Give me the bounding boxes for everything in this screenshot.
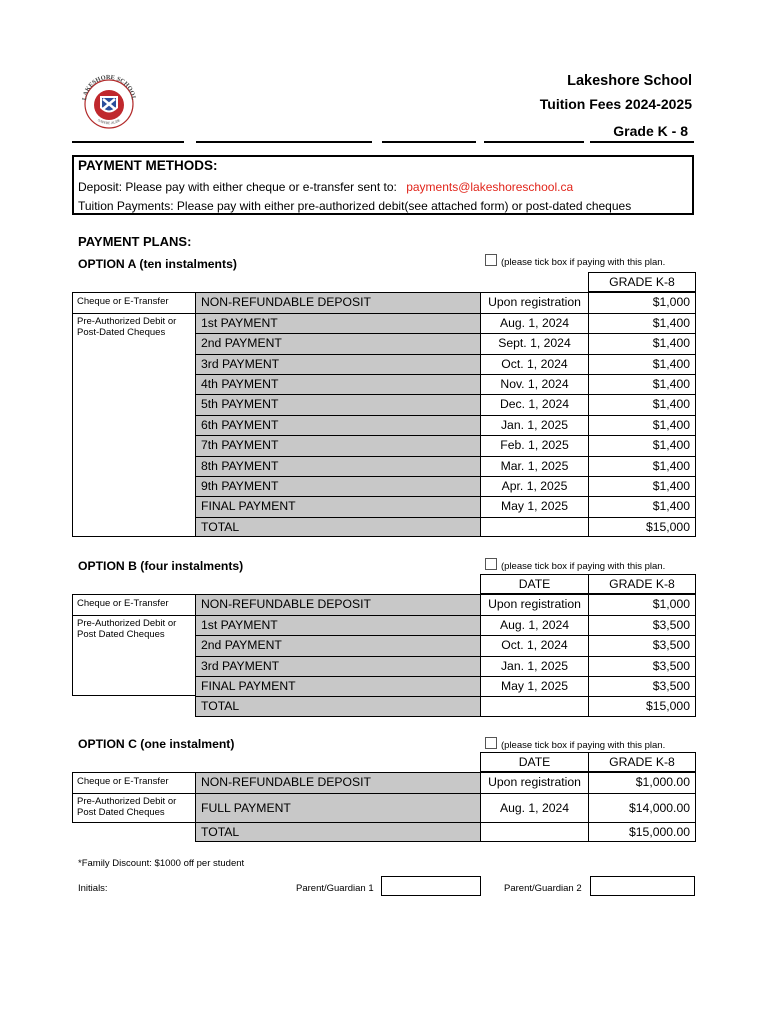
svg-text:SAPERE AUDE: SAPERE AUDE [97,118,121,126]
option_a-row-date: Mar. 1, 2025 [480,456,589,477]
initials-label: Initials: [78,883,108,894]
option_a-row-amount: $1,400 [588,456,696,477]
option_b-row-amount: $3,500 [588,656,696,677]
option_b-row-date: Jan. 1, 2025 [480,656,589,677]
option_a-row-date: Sept. 1, 2024 [480,333,589,354]
payment-plans-title: PAYMENT PLANS: [78,234,192,249]
family-discount-note: *Family Discount: $1000 off per student [78,858,245,869]
option_b-total-label: TOTAL [195,696,481,716]
option_b-date-header: DATE [480,574,589,594]
parent-guardian-2-label: Parent/Guardian 2 [504,883,582,894]
option-b-title: OPTION B (four instalments) [78,559,244,573]
option_a-side-debit-cheques: Pre-Authorized Debit or Post-Dated Cheques [72,313,196,537]
deposit-line [78,180,573,194]
option_b-row-label: FINAL PAYMENT [195,676,481,697]
option-c-title: OPTION C (one instalment) [78,737,235,751]
header-rule [196,141,372,143]
option_a-row-label: 2nd PAYMENT [195,333,481,354]
option_a-total-blank [480,517,589,537]
header-rule [484,141,584,143]
grade-title: Grade K - 8 [613,123,688,139]
option_a-row-amount: $1,400 [588,374,696,395]
option_a-row-label: 1st PAYMENT [195,313,481,334]
parent-guardian-1-label: Parent/Guardian 1 [296,883,374,894]
option_a-grade-header: GRADE K-8 [588,272,696,292]
payments-email-link[interactable]: payments@lakeshoreschool.ca [406,180,574,194]
option_a-row-date: Apr. 1, 2025 [480,476,589,497]
parent-guardian-2-initials-field[interactable] [590,876,695,896]
option_a-total-amount: $15,000 [588,517,696,537]
option-a-tick-text: (please tick box if paying with this plan. [501,257,666,268]
option-c-checkbox[interactable] [485,737,497,749]
option_b-row-amount: $1,000 [588,594,696,615]
option_b-row-label: NON-REFUNDABLE DEPOSIT [195,594,481,615]
parent-guardian-1-initials-field[interactable] [381,876,481,896]
option_a-total-label: TOTAL [195,517,481,537]
option_b-row-label: 2nd PAYMENT [195,635,481,656]
option_c-total-blank [480,822,589,842]
option_a-row-date: Oct. 1, 2024 [480,354,589,375]
option_b-row-label: 1st PAYMENT [195,615,481,636]
option_a-row-amount: $1,400 [588,354,696,375]
option_a-row-date: Nov. 1, 2024 [480,374,589,395]
option-c-tick-text: (please tick box if paying with this plan. [501,740,666,751]
option_a-row-amount: $1,400 [588,333,696,354]
option_b-row-date: Upon registration [480,594,589,615]
option_a-row-label: 6th PAYMENT [195,415,481,436]
option_a-row-label: FINAL PAYMENT [195,496,481,517]
option-b-tick[interactable] [485,558,665,572]
option_c-row-date: Aug. 1, 2024 [480,793,589,823]
option_c-side-debit-cheques: Pre-Authorized Debit or Post Dated Cheques [72,793,196,823]
deposit-text: Deposit: Please pay with either cheque or e-transfer sent to: [78,180,397,194]
option_a-row-label: NON-REFUNDABLE DEPOSIT [195,292,481,313]
option_a-row-label: 9th PAYMENT [195,476,481,497]
header-rule [72,141,184,143]
option_a-row-date: Upon registration [480,292,589,313]
option_a-row-amount: $1,400 [588,476,696,497]
option_c-total-label: TOTAL [195,822,481,842]
header-rule [382,141,476,143]
option_b-side-cheque-etransfer: Cheque or E-Transfer [72,594,196,615]
option_c-row-label: NON-REFUNDABLE DEPOSIT [195,772,481,793]
option_c-row-amount: $14,000.00 [588,793,696,823]
option_a-row-amount: $1,400 [588,496,696,517]
option_a-row-date: Jan. 1, 2025 [480,415,589,436]
option_a-row-amount: $1,400 [588,394,696,415]
option_b-row-date: Oct. 1, 2024 [480,635,589,656]
option_c-grade-header: GRADE K-8 [588,752,696,772]
option_a-row-amount: $1,400 [588,415,696,436]
option_b-side-debit-cheques: Pre-Authorized Debit or Post Dated Cheques [72,615,196,697]
option_c-row-date: Upon registration [480,772,589,793]
option_b-grade-header: GRADE K-8 [588,574,696,594]
option_b-row-label: 3rd PAYMENT [195,656,481,677]
option_c-row-label: FULL PAYMENT [195,793,481,823]
fees-title: Tuition Fees 2024-2025 [539,96,692,112]
option_a-row-amount: $1,400 [588,435,696,456]
option_b-total-amount: $15,000 [588,696,696,716]
option_a-row-label: 8th PAYMENT [195,456,481,477]
option_a-row-amount: $1,400 [588,313,696,334]
option_b-row-amount: $3,500 [588,615,696,636]
tuition-line: Tuition Payments: Please pay with either pre-authorized debit(see attached form) or post-dated cheques [78,199,632,213]
svg-text:LAKESHORE SCHOOL: LAKESHORE SCHOOL [81,73,137,101]
option_a-row-date: May 1, 2025 [480,496,589,517]
option_a-side-cheque-etransfer: Cheque or E-Transfer [72,292,196,313]
option_b-row-date: May 1, 2025 [480,676,589,697]
school-name: Lakeshore School [567,73,692,89]
payment-methods-title: PAYMENT METHODS: [78,158,218,173]
option_a-row-label: 5th PAYMENT [195,394,481,415]
option-a-checkbox[interactable] [485,254,497,266]
option_a-row-label: 7th PAYMENT [195,435,481,456]
option-a-title: OPTION A (ten instalments) [78,257,237,271]
option-b-tick-text: (please tick box if paying with this plan. [501,561,666,572]
option_c-side-cheque-etransfer: Cheque or E-Transfer [72,772,196,793]
option_c-row-amount: $1,000.00 [588,772,696,793]
header-rule [590,141,694,143]
option_a-row-label: 4th PAYMENT [195,374,481,395]
option_b-total-blank [480,696,589,716]
option_b-row-date: Aug. 1, 2024 [480,615,589,636]
option_b-row-amount: $3,500 [588,676,696,697]
option_c-total-amount: $15,000.00 [588,822,696,842]
option_a-row-date: Dec. 1, 2024 [480,394,589,415]
option_a-row-date: Feb. 1, 2025 [480,435,589,456]
option-b-checkbox[interactable] [485,558,497,570]
option_a-row-label: 3rd PAYMENT [195,354,481,375]
option_c-date-header: DATE [480,752,589,772]
option_b-row-amount: $3,500 [588,635,696,656]
option_a-row-amount: $1,000 [588,292,696,313]
option-a-tick[interactable] [485,254,665,268]
school-logo-icon [78,68,140,134]
option_a-row-date: Aug. 1, 2024 [480,313,589,334]
option-c-tick[interactable] [485,737,665,751]
